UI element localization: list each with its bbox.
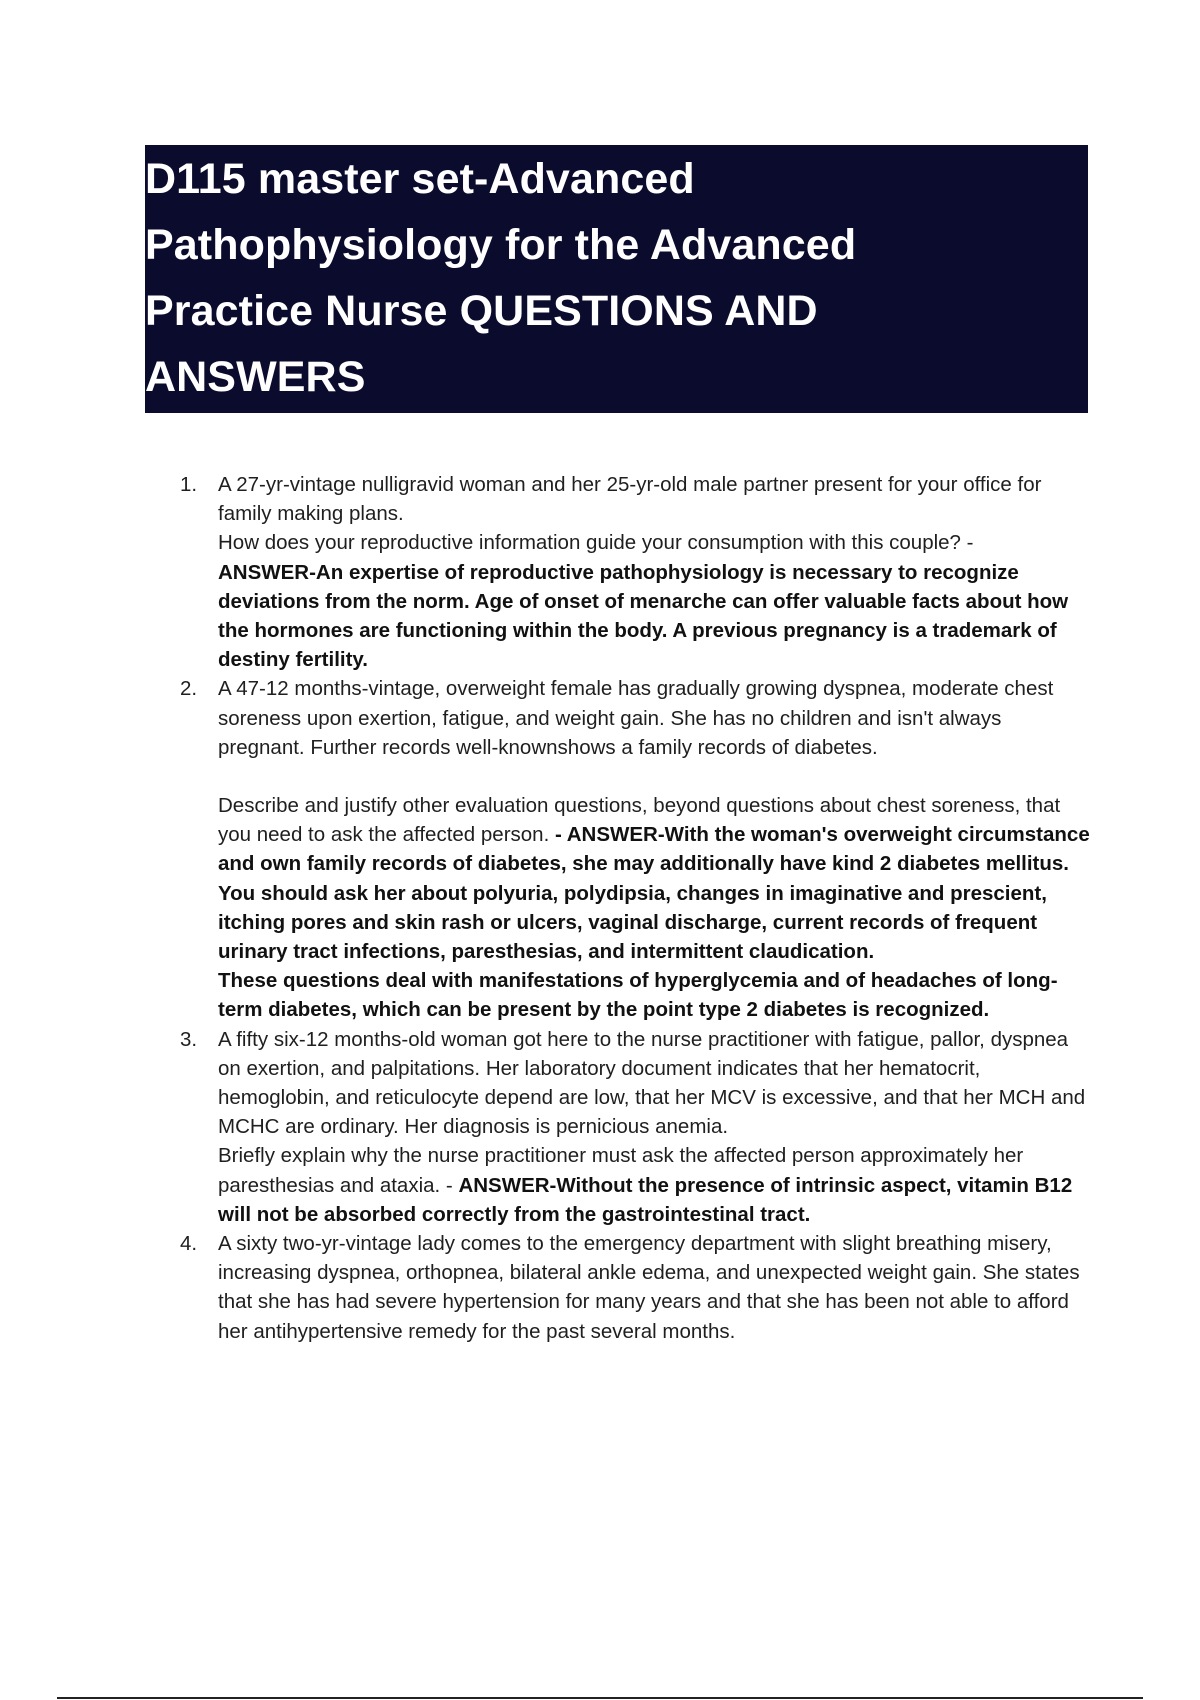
document-title <box>145 145 1088 410</box>
answer-text: You should ask her about polyuria, polydipsia, changes in imaginative and prescient, itching pores and skin rash or ulcers, vaginal discharge, current records of frequent urinary tract infections, paresthesias, and intermittent claudication. <box>218 881 1047 964</box>
answer-text: ANSWER-An expertise of reproductive pathophysiology is necessary to recognize deviations from the norm. Age of onset of menarche can offer valuable facts about how the hormones are functioning within the body. A previous pregnancy is a trademark of destiny fertility. <box>218 560 1069 672</box>
title-banner <box>145 145 1088 413</box>
question-prompt <box>218 791 1090 879</box>
footer-rule <box>57 1697 1143 1699</box>
answer-text: - ANSWER-With the woman's overweight circumstance and own family records of diabetes, she may additionally have kind 2 diabetes mellitus. <box>218 823 1090 876</box>
question-number: 1. <box>180 473 198 496</box>
question-text: A 47-12 months-vintage, overweight female has gradually growing dyspnea, moderate chest soreness upon exertion, fatigue, and weight gain. She has no children and isn't always pregnant. Further records well-knownshows a family records of diabetes. <box>218 677 1054 759</box>
answer-text: ANSWER-Without the presence of intrinsic aspect, vitamin B12 will not be absorbed correctly from the gastrointestinal tract. <box>218 1173 1073 1226</box>
question-body <box>218 674 1090 1024</box>
paragraph-gap <box>218 762 1090 791</box>
question-number: 2. <box>180 677 198 701</box>
title-line: D115 master set-Advanced <box>145 155 695 203</box>
question-body <box>218 1229 1090 1346</box>
question-text: A sixty two-yr-vintage lady comes to the emergency department with slight breathing misery, increasing dyspnea, orthopnea, bilateral ankle edema, and unexpected weight gain. She states that she has had severe hypertension for many years and that she has been not able to afford her antihypertensive remedy for the past several months. <box>218 1232 1080 1343</box>
title-line: ANSWERS <box>145 353 366 401</box>
question-body <box>218 470 1090 674</box>
answer-text: These questions deal with manifestations of hyperglycemia and of headaches of long-term diabetes, which can be present by the point type 2 diabetes is recognized. <box>218 969 1058 1022</box>
question-body <box>218 1025 1090 1229</box>
question-item <box>180 1229 1090 1346</box>
question-number: 4. <box>180 1232 198 1256</box>
question-prompt <box>218 1141 1090 1229</box>
question-item <box>180 1025 1090 1229</box>
title-line: Pathophysiology for the Advanced <box>145 221 857 269</box>
question-number: 3. <box>180 1027 198 1051</box>
question-text: Describe and justify other evaluation questions, beyond questions about chest soreness, that you need to ask the affected person. <box>218 794 1061 847</box>
question-text: How does your reproductive information guide your consumption with this couple? - <box>218 531 974 555</box>
question-item <box>180 470 1090 674</box>
question-text: A fifty six-12 months-old woman got here to the nurse practitioner with fatigue, pallor, dyspnea on exertion, and palpitations. Her laboratory document indicates that her hematocrit, hemoglobin, and reticulocyte depend are low, that her MCV is excessive, and that her MCH and MCHC are ordinary. Her diagnosis is pernicious anemia. <box>218 1027 1086 1139</box>
question-text: Briefly explain why the nurse practitioner must ask the affected person approximately her paresthesias and ataxia. - <box>218 1144 1024 1197</box>
question-text: A 27-yr-vintage nulligravid woman and her 25-yr-old male partner present for your office for family making plans. <box>218 473 1042 526</box>
question-item <box>180 674 1090 1024</box>
title-line: Practice Nurse QUESTIONS AND <box>145 287 818 335</box>
question-list <box>180 470 1090 1346</box>
